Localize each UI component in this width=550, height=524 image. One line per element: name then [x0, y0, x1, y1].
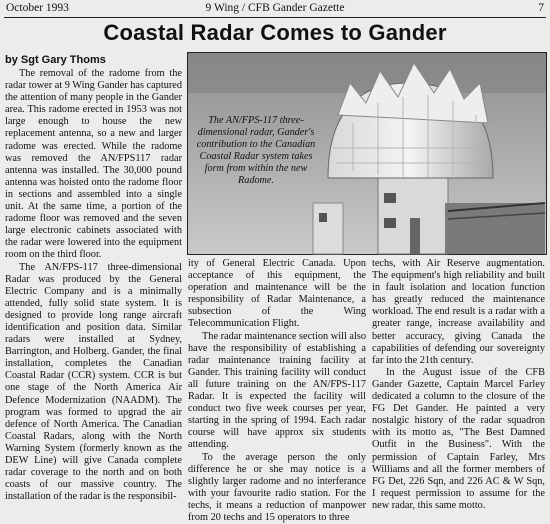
article-column-3 — [372, 258, 545, 505]
article-column-1 — [5, 68, 182, 505]
paragraph: To the average person the only difference he or she may notice is a slightly larger radome and no interferance with your favourite radio station. For the techs, it means a reduction of manpower from 20 techs and 15 operators to three — [188, 452, 366, 524]
paragraph: The radar maintenance section will also have the responsibility of establishing a radar maintenance training facility at Gander. This training facility will conduct all future training on the AN/FPS-117 Radar. It is expected the facility will conduct two five week courses per year, starting in the spring of 1994. Each radar course will have approx six students attending. — [188, 331, 366, 452]
paragraph: The AN/FPS-117 three-dimensional Radar was produced by the General Electric Company and is a minimally attended, fully solid state system. It is designed to provide long range aircraft identification and position data. Similar radars were installed at Sydney, Barrington, and Holberg. Gander, the final installation, completes the Canadian Coastal Radar (CCR) system. CCR is but one stage of the North America Air Defence Modernization (NAADM). The program was formed to upgrad the air defence of North America. The Canadian Coastal Radars, along with the North Warning System (formerly known as the DEW Line) will give Canada complete radar coverage to the north and on both coasts of our massive country. The installation of the radar is the responsibil- — [5, 262, 182, 504]
byline: by Sgt Gary Thoms — [5, 54, 106, 66]
article-column-2 — [188, 258, 366, 505]
page-header — [6, 2, 544, 16]
paragraph: In the August issue of the CFB Gander Gazette, Captain Marcel Farley dedicated a column to the closure of the FG Det Gander. He painted a very nostalgic history of the radar squadron with its motto as, "The Best Damned Outfit in the Business". With the permission of Captain Farley, Mrs Williams and all the former members of FG Det, 226 Sqn, and 226 AC & W Sqn, I request permission to assume for the new radar, this same motto. — [372, 367, 545, 512]
paragraph: techs, with Air Reserve augmentation. The equipment's high reliability and built in fault isolation and location function has greatly reduced the maintenance workload. The end result is a radar with a greater range, increase availability and better accuracy, giving Canada the capabilities of defending our sovereignty far into the 21th century. — [372, 258, 545, 367]
article-headline: Coastal Radar Comes to Gander — [0, 20, 550, 46]
paragraph: The removal of the radome from the radar tower at 9 Wing Gander has captured the attention of many people in the Gander area. This radome erected in 1953 was not large enough to house the new replacement antenna, so a new and larger radome was erected. While the radome was removed the AN/FPS117 radar antenna was installed. The 30,000 pound antenna was hoisted onto the radome floor in sections and assembled into a single unit. At the same time, a portion of the radome floor was removed and the seven large electronic cabinets associated with the radar were lowered into the equipment room on the third floor. — [5, 68, 182, 262]
publication-name: 9 Wing / CFB Gander Gazette — [6, 2, 544, 14]
photo-caption: The AN/FPS-117 three-dimensional radar, Gander's contribution to the Canadian Coastal Radar system takes form from within the new Radome. — [192, 115, 320, 187]
paragraph: ity of General Electric Canada. Upon acceptance of this equipment, the operation and maintenance will be the responsibility of Radar Maintenance, a subsection of the Wing Telecommunication Flight. — [188, 258, 366, 331]
radome-photo — [187, 52, 547, 255]
issue-date: October 1993 — [6, 2, 69, 14]
header-rule — [4, 17, 546, 18]
page-number: 7 — [538, 2, 544, 14]
